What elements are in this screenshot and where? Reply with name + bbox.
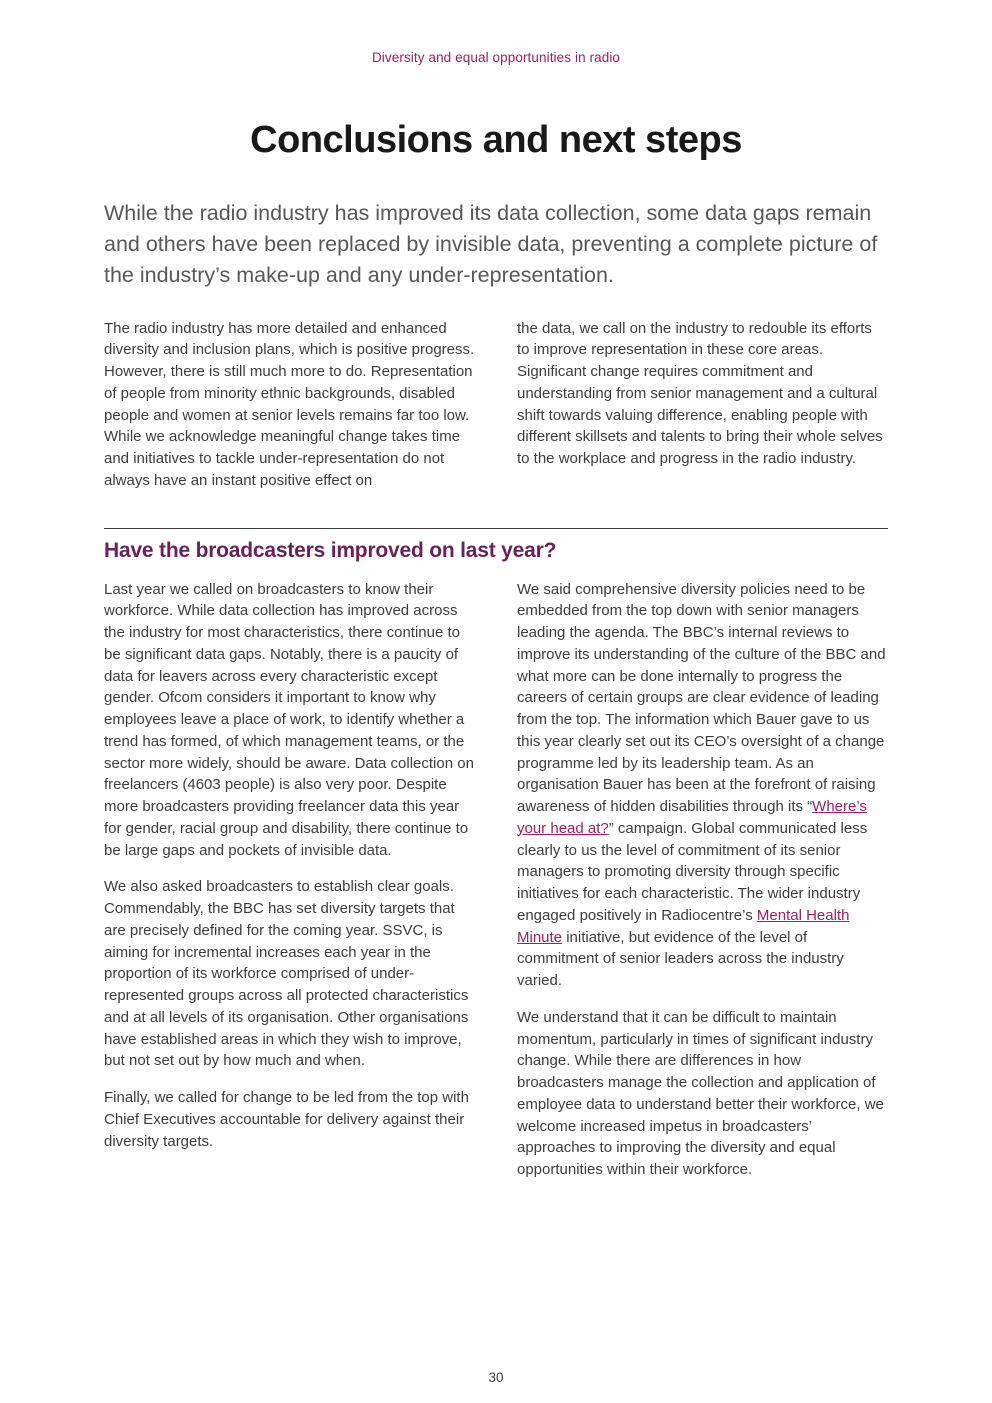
paragraph: Last year we called on broadcasters to know their workforce. While data collection has improved across the industry for most characteristics, there continue to be significant data gaps. Notably, there is a paucity of data for leavers across every characteristic except gender. Ofcom considers it important to know why employees leave a place of work, to identify whether a trend has formed, of which management teams, or the sector more widely, should be aware. Data collection on freelancers (4603 people) is also very poor. Despite more broadcasters providing freelancer data this year for gender, racial group and disability, there continue to be large gaps and pockets of invisible data. xyxy=(104,580,474,859)
page-title: Conclusions and next steps xyxy=(250,119,742,161)
intro-columns xyxy=(104,318,888,492)
paragraph-text: initiative, but evidence of the level of commitment of senior leaders across the industry varied. xyxy=(517,928,844,990)
mental-health-minute-link[interactable]: Mental Health Minute xyxy=(517,906,850,946)
section-left-column xyxy=(104,579,475,1181)
section-heading: Have the broadcasters improved on last year? xyxy=(104,538,557,562)
paragraph: We understand that it can be difficult to maintain momentum, particularly in times of significant industry change. While there are differences in how broadcasters manage the collection and application of employee data to understand better their workforce, we welcome increased impetus in broadcasters’ approaches to improving the diversity and equal opportunities within their workforce. xyxy=(517,1008,884,1179)
paragraph: We also asked broadcasters to establish clear goals. Commendably, the BBC has set diversity targets that are precisely defined for the coming year. SSVC, is aiming for incremental increases each year in the proportion of its workforce comprised of under-represented groups across all protected characteristics and at all levels of its organisation. Other organisations have established areas in which they wish to improve, but not set out by how much and when. xyxy=(104,878,469,1070)
section-right-column xyxy=(517,579,888,1181)
wheres-your-head-at-link[interactable]: Where’s your head at? xyxy=(517,798,867,837)
page-number: 30 xyxy=(488,1370,504,1385)
paragraph-text: ” campaign. Global communicated less clearly to us the level of commitment of its senior managers to promoting diversity through specific initiatives for each characteristic. The wider industry engaged positively in Radiocentre’s xyxy=(517,819,868,924)
paragraph-text: We said comprehensive diversity policies need to be embedded from the top down with senior managers leading the agenda. The BBC’s internal reviews to improve its understanding of the culture of the BBC and what more can be done internally to progress the careers of certain groups are clear evidence of leading from the top. The information which Bauer gave to us this year clearly set out its CEO’s oversight of a change programme led by its leadership team. As an organisation Bauer has been at the forefront of raising awareness of hidden disabilities through its “ xyxy=(517,580,886,816)
section-divider xyxy=(104,528,888,529)
lead-paragraph: While the radio industry has improved its data collection, some data gaps remain and others have been replaced by invisible data, preventing a complete picture of the industry’s make-up and any under-representation. xyxy=(104,201,878,288)
intro-right-column: the data, we call on the industry to redouble its efforts to improve representation in these core areas. Significant change requires commitment and understanding from senior management and a cultural shift towards valuing difference, enabling people with different skillsets and talents to bring their whole selves to the workplace and progress in the radio industry. xyxy=(517,319,883,468)
running-header: Diversity and equal opportunities in radio xyxy=(371,50,621,65)
section-columns xyxy=(104,579,888,1181)
paragraph: Finally, we called for change to be led from the top with Chief Executives accountable for delivery against their diversity targets. xyxy=(104,1089,469,1150)
intro-left-column: The radio industry has more detailed and enhanced diversity and inclusion plans, which is positive progress. However, there is still much more to do. Representation of people from minority ethnic backgrounds, disabled people and women at senior levels remains far too low. While we acknowledge meaningful change takes time and initiatives to tackle under-representation do not always have an instant positive effect on xyxy=(104,319,475,489)
paragraph-with-links xyxy=(517,579,888,992)
